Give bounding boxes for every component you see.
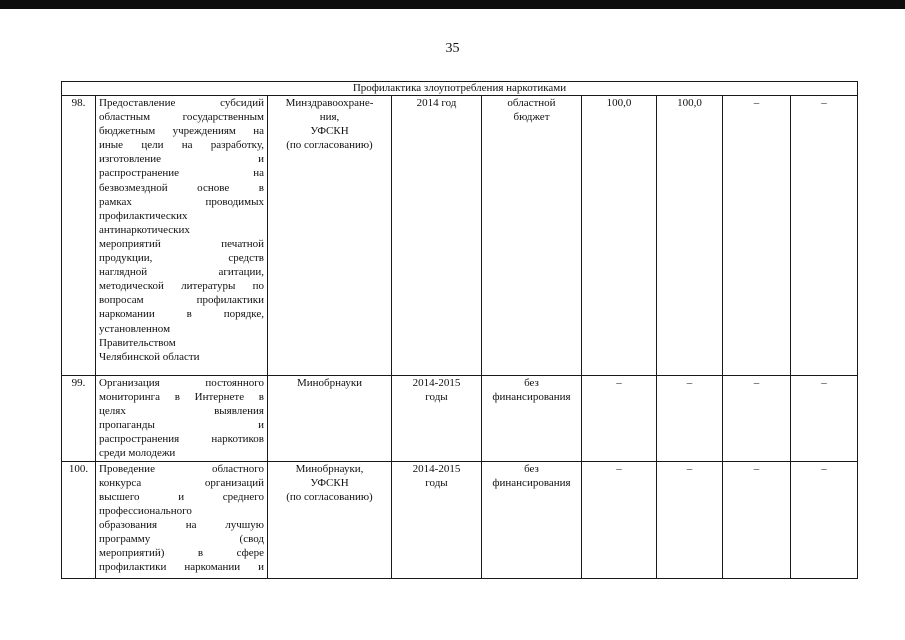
table-row (62, 461, 858, 578)
funding-source-cell: без финансирования (482, 376, 582, 462)
year-2014-amount-cell: – (657, 376, 723, 462)
year-2015-amount-cell: – (723, 376, 791, 462)
funding-source-cell: без финансирования (482, 461, 582, 578)
program-table (61, 81, 858, 579)
period-cell: 2014-2015 годы (392, 376, 482, 462)
period-cell: 2014 год (392, 96, 482, 376)
row-number: 100. (62, 461, 96, 578)
period-cell: 2014-2015 годы (392, 461, 482, 578)
funding-source-cell: областной бюджет (482, 96, 582, 376)
year-2016-amount-cell: – (791, 96, 858, 376)
year-2015-amount-cell: – (723, 96, 791, 376)
total-amount-cell: – (582, 461, 657, 578)
total-amount-cell: – (582, 376, 657, 462)
year-2016-amount-cell: – (791, 376, 858, 462)
table-row (62, 376, 858, 462)
row-number: 98. (62, 96, 96, 376)
page-number: 35 (445, 41, 460, 56)
total-amount-cell: 100,0 (582, 96, 657, 376)
year-2014-amount-cell: – (657, 461, 723, 578)
year-2015-amount-cell: – (723, 461, 791, 578)
top-border-bar (0, 0, 905, 9)
measure-description: Организация постоянного мониторинга в Интернете в целях выявления пропаганды и распространения наркотиков среди молодежи (96, 376, 268, 462)
year-2016-amount-cell: – (791, 461, 858, 578)
measure-description: Предоставление субсидий областным государственным бюджетным учреждениям на иные цели на разработку, изготовление и распространение на безвозмездной основе в рамках проводимых профилактических антинаркотических мероприятий печатной продукции, средств наглядной агитации, методической литературы по вопросам профилактики наркомании в порядке, установленном Правительством Челябинской области (96, 96, 268, 376)
executor-cell: Минздравоохране- ния, УФСКН (по согласованию) (268, 96, 392, 376)
row-number: 99. (62, 376, 96, 462)
section-header-row (62, 82, 858, 96)
section-title: Профилактика злоупотребления наркотиками (62, 82, 858, 96)
executor-cell: Минобрнауки, УФСКН (по согласованию) (268, 461, 392, 578)
table-row (62, 96, 858, 376)
measure-description: Проведение областного конкурса организаций высшего и среднего профессионального образования на лучшую программу (свод мероприятий) в сфере профилактики наркомании и (96, 461, 268, 578)
executor-cell: Минобрнауки (268, 376, 392, 462)
year-2014-amount-cell: 100,0 (657, 96, 723, 376)
